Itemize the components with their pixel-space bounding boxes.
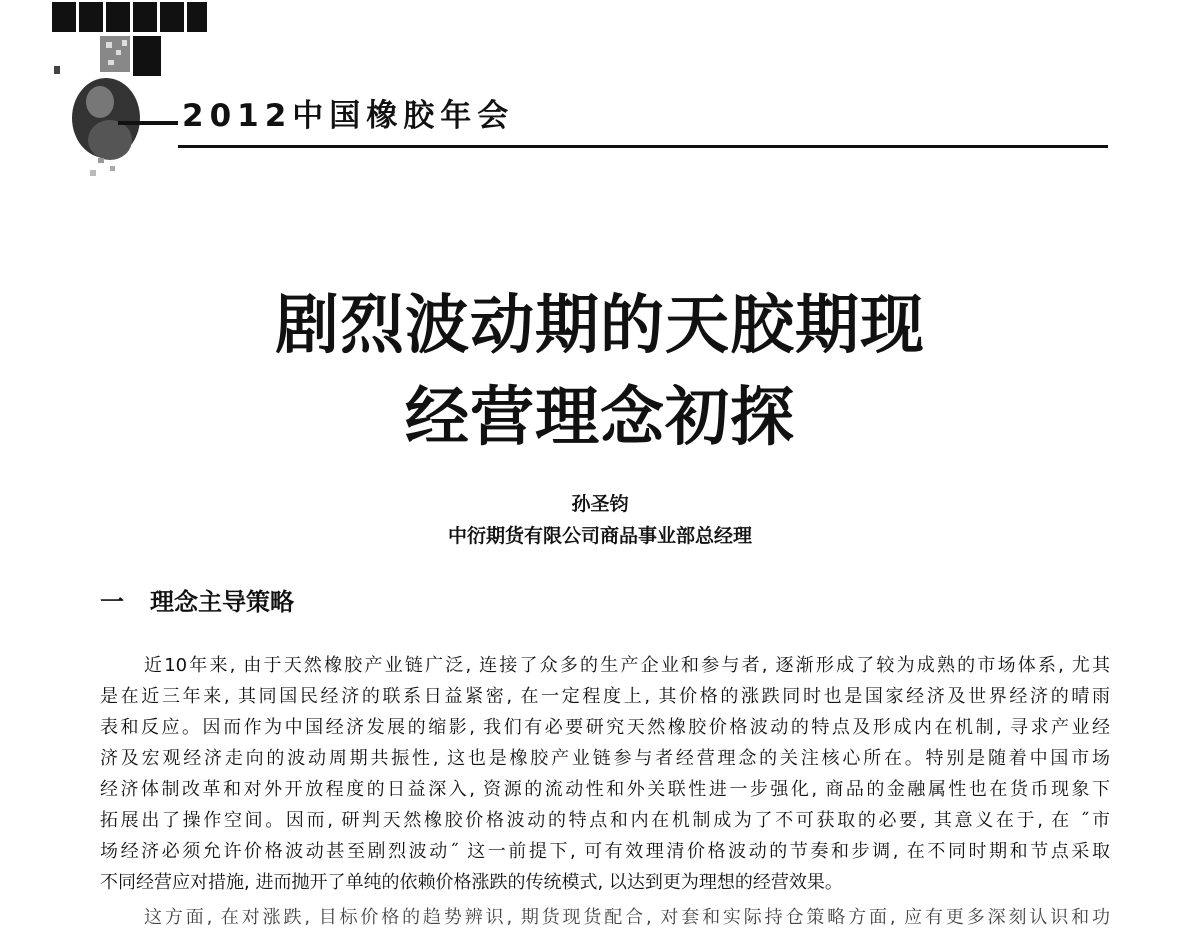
author-name: 孙圣钧 bbox=[571, 493, 629, 515]
article-title-line-2: 经营理念初探 bbox=[405, 381, 795, 455]
header-divider bbox=[178, 145, 1108, 148]
body-paragraph bbox=[100, 650, 1110, 952]
author-block bbox=[0, 488, 1200, 552]
body-line: 近10年来, 由于天然橡胶产业链广泛, 连接了众多的生产企业和参与者, 逐渐形成了较为成熟的市场体系, 尤其 bbox=[144, 655, 1110, 676]
article-title bbox=[0, 280, 1200, 464]
body-line: 不同经营应对措施, 进而抛开了单纯的依赖价格涨跌的传统模式, 以达到更为理想的经营效果。 bbox=[100, 872, 843, 893]
section-heading bbox=[100, 582, 294, 622]
body-line: 是在近三年来, 其同国民经济的联系日益紧密, 在一定程度上, 其价格的涨跌同时也是国家经济及世界经济的晴雨 bbox=[100, 686, 1110, 707]
section-title: 理念主导策略 bbox=[150, 588, 294, 616]
author-affiliation: 中衍期货有限公司商品事业部总经理 bbox=[447, 525, 752, 547]
body-line-partial: 这方面, 在对涨跌, 目标价格的趋势辨识, 期货现货配合, 对套和实际持仓策略方面, 应有更多深刻认识和功 bbox=[144, 907, 1110, 928]
body-line: 拓展出了操作空间。因而, 研判天然橡胶价格波动的特点和内在机制成为了不可获取的必要, 其意义在于, 在 ˝市 bbox=[100, 810, 1110, 831]
conference-header-title: 2012中国橡胶年会 bbox=[182, 98, 515, 134]
body-line: 济及宏观经济走向的波动周期共振性, 这也是橡胶产业链参与者经营理念的关注核心所在。特别是随着中国市场 bbox=[100, 748, 1110, 769]
section-number: 一 bbox=[100, 588, 124, 616]
body-line: 表和反应。因而作为中国经济发展的缩影, 我们有必要研究天然橡胶价格波动的特点及形成内在机制, 寻求产业经 bbox=[100, 717, 1110, 738]
body-line: 场经济必须允许价格波动甚至剧烈波动˝ 这一前提下, 可有效理清价格波动的节奏和步调, 在不同时期和节点采取 bbox=[100, 841, 1110, 862]
body-line: 经济体制改革和对外开放程度的日益深入, 资源的流动性和外关联性进一步强化, 商品的金融属性也在货币现象下 bbox=[100, 779, 1110, 800]
article-title-line-1: 剧烈波动期的天胶期现 bbox=[275, 289, 925, 363]
decorative-logo-icon bbox=[50, 0, 210, 182]
